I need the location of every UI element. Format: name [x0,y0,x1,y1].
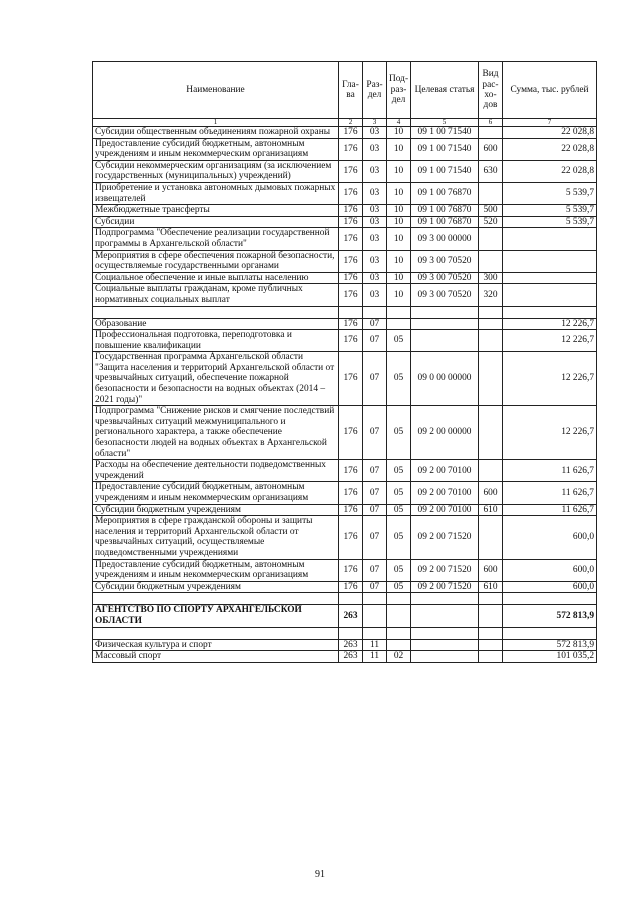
header-razdel: Раз- дел [363,62,387,119]
row-name: Предоставление субсидий бюджетным, автономным учреждениям и иным некоммерческим организациям [93,482,339,504]
row-glava: 176 [339,516,363,559]
row-amount [503,306,597,318]
row-glava: 263 [339,605,363,627]
row-target-article: 09 3 00 00000 [411,228,479,250]
row-name [93,627,339,639]
row-podrazdel: 10 [387,250,411,272]
table-row [93,482,597,504]
row-glava: 176 [339,482,363,504]
table-row [93,605,597,627]
row-name: Расходы на обеспечение деятельности подведомственных учреждений [93,460,339,482]
row-razdel: 11 [363,651,387,663]
row-glava [339,627,363,639]
row-glava: 176 [339,504,363,516]
table-row [93,272,597,284]
row-razdel: 03 [363,250,387,272]
row-expense-type [479,406,503,460]
row-razdel: 03 [363,160,387,182]
row-razdel: 07 [363,406,387,460]
row-expense-type [479,250,503,272]
row-glava: 176 [339,581,363,593]
row-razdel: 07 [363,504,387,516]
row-expense-type [479,460,503,482]
row-expense-type [479,182,503,204]
row-name: Профессиональная подготовка, переподготовка и повышение квалификации [93,330,339,352]
row-razdel: 07 [363,482,387,504]
row-name: Физическая культура и спорт [93,639,339,651]
row-razdel: 03 [363,205,387,217]
row-amount: 22 028,8 [503,160,597,182]
row-razdel [363,627,387,639]
row-podrazdel: 02 [387,651,411,663]
row-glava: 176 [339,160,363,182]
row-glava: 176 [339,228,363,250]
row-amount: 12 226,7 [503,330,597,352]
row-amount [503,593,597,605]
row-target-article [411,330,479,352]
row-glava: 176 [339,559,363,581]
row-name: Межбюджетные трансферты [93,205,339,217]
page-number: 91 [315,869,325,880]
row-name: Подпрограмма "Снижение рисков и смягчение последствий чрезвычайных ситуаций межмуниципального и регионального характера, а также обеспечение безопасности людей на водных объектах в Архангельской области" [93,406,339,460]
row-razdel: 03 [363,138,387,160]
column-number: 4 [387,119,411,127]
row-podrazdel [387,318,411,330]
row-razdel: 03 [363,228,387,250]
row-amount: 22 028,8 [503,138,597,160]
row-expense-type: 520 [479,216,503,228]
row-amount: 11 626,7 [503,460,597,482]
table-row [93,593,597,605]
row-podrazdel: 10 [387,138,411,160]
column-number: 5 [411,119,479,127]
table-row [93,627,597,639]
row-glava: 176 [339,205,363,217]
row-podrazdel: 10 [387,284,411,306]
row-expense-type [479,318,503,330]
row-glava: 176 [339,182,363,204]
row-podrazdel: 10 [387,205,411,217]
header-name: Наименование [93,62,339,119]
row-glava: 263 [339,651,363,663]
row-target-article: 09 1 00 76870 [411,182,479,204]
header-summa: Сумма, тыс. рублей [503,62,597,119]
table-row [93,406,597,460]
row-expense-type [479,127,503,139]
row-expense-type: 610 [479,581,503,593]
row-podrazdel: 10 [387,228,411,250]
row-podrazdel [387,593,411,605]
row-glava [339,306,363,318]
row-target-article: 09 2 00 00000 [411,406,479,460]
row-expense-type [479,651,503,663]
table-row [93,182,597,204]
row-name: Предоставление субсидий бюджетным, автономным учреждениям и иным некоммерческим организациям [93,559,339,581]
row-target-article [411,639,479,651]
row-amount: 12 226,7 [503,318,597,330]
row-name: Субсидии некоммерческим организациям (за исключением государственных (муниципальных) учреждений) [93,160,339,182]
row-target-article: 09 1 00 71540 [411,127,479,139]
row-target-article [411,306,479,318]
row-target-article: 09 2 00 70100 [411,482,479,504]
row-glava: 176 [339,138,363,160]
row-glava: 176 [339,460,363,482]
row-name: Предоставление субсидий бюджетным, автономным учреждениям и иным некоммерческим организациям [93,138,339,160]
row-razdel: 07 [363,516,387,559]
row-podrazdel [387,639,411,651]
row-glava: 176 [339,406,363,460]
row-amount: 572 813,9 [503,605,597,627]
row-target-article [411,651,479,663]
row-amount: 11 626,7 [503,482,597,504]
row-glava [339,593,363,605]
row-podrazdel: 05 [387,460,411,482]
row-amount [503,272,597,284]
row-name: Социальное обеспечение и иные выплаты населению [93,272,339,284]
row-amount: 5 539,7 [503,205,597,217]
row-glava: 176 [339,330,363,352]
table-row [93,516,597,559]
table-row [93,460,597,482]
row-expense-type: 600 [479,138,503,160]
row-podrazdel [387,605,411,627]
row-podrazdel [387,306,411,318]
row-target-article: 09 2 00 71520 [411,559,479,581]
table-row [93,651,597,663]
row-amount: 572 813,9 [503,639,597,651]
header-podrazdel: Под- раз- дел [387,62,411,119]
row-expense-type [479,593,503,605]
column-number: 3 [363,119,387,127]
row-target-article: 09 2 00 71520 [411,581,479,593]
row-amount: 101 035,2 [503,651,597,663]
row-name: Мероприятия в сфере гражданской обороны и защиты населения и территорий Архангельской области от чрезвычайных ситуаций, осуществляемые подведомственными учреждениями [93,516,339,559]
row-name: АГЕНТСТВО ПО СПОРТУ АРХАНГЕЛЬСКОЙ ОБЛАСТИ [93,605,339,627]
row-razdel: 03 [363,182,387,204]
row-target-article: 09 2 00 70100 [411,460,479,482]
row-target-article [411,627,479,639]
table-header-row [93,62,597,119]
row-amount: 12 226,7 [503,352,597,406]
row-razdel: 11 [363,639,387,651]
row-glava: 176 [339,250,363,272]
row-razdel: 07 [363,330,387,352]
row-target-article: 09 1 00 76870 [411,205,479,217]
row-podrazdel: 10 [387,272,411,284]
row-name: Массовый спорт [93,651,339,663]
row-expense-type [479,639,503,651]
row-podrazdel: 05 [387,559,411,581]
row-razdel [363,306,387,318]
row-razdel: 07 [363,352,387,406]
row-expense-type [479,516,503,559]
row-podrazdel: 05 [387,406,411,460]
row-podrazdel: 05 [387,516,411,559]
row-amount [503,627,597,639]
row-amount: 600,0 [503,581,597,593]
row-razdel: 03 [363,284,387,306]
row-razdel: 07 [363,460,387,482]
row-name: Социальные выплаты гражданам, кроме публичных нормативных социальных выплат [93,284,339,306]
row-podrazdel: 10 [387,160,411,182]
table-row [93,216,597,228]
row-amount [503,284,597,306]
row-target-article [411,593,479,605]
row-expense-type: 600 [479,482,503,504]
column-number: 1 [93,119,339,127]
row-podrazdel: 05 [387,581,411,593]
row-target-article: 09 3 00 70520 [411,284,479,306]
column-number: 6 [479,119,503,127]
row-razdel: 03 [363,272,387,284]
column-number-row [93,119,597,127]
row-expense-type: 610 [479,504,503,516]
table-body [93,127,597,663]
table-row [93,559,597,581]
row-podrazdel: 05 [387,482,411,504]
table-row [93,205,597,217]
row-target-article: 09 0 00 00000 [411,352,479,406]
row-expense-type: 300 [479,272,503,284]
row-podrazdel: 05 [387,330,411,352]
header-celevaya: Целевая статья [411,62,479,119]
row-podrazdel: 05 [387,504,411,516]
row-podrazdel: 10 [387,216,411,228]
row-name: Государственная программа Архангельской области "Защита населения и территорий Архангельской области от чрезвычайных ситуаций, обеспечение пожарной безопасности и безопасности на водных объектах (2014 – 2021 годы)" [93,352,339,406]
table-row [93,138,597,160]
row-name: Субсидии бюджетным учреждениям [93,581,339,593]
row-amount: 600,0 [503,516,597,559]
row-glava: 176 [339,216,363,228]
column-number: 7 [503,119,597,127]
row-name: Субсидии бюджетным учреждениям [93,504,339,516]
row-razdel: 07 [363,581,387,593]
row-glava: 176 [339,127,363,139]
row-razdel [363,593,387,605]
row-amount: 5 539,7 [503,216,597,228]
row-name: Подпрограмма "Обеспечение реализации государственной программы в Архангельской области" [93,228,339,250]
row-glava: 176 [339,318,363,330]
table-row [93,250,597,272]
row-amount: 12 226,7 [503,406,597,460]
row-razdel: 03 [363,127,387,139]
row-expense-type [479,627,503,639]
row-amount [503,250,597,272]
row-amount: 5 539,7 [503,182,597,204]
row-target-article [411,605,479,627]
table-row [93,352,597,406]
header-vid: Вид рас- хо- дов [479,62,503,119]
row-razdel: 07 [363,559,387,581]
row-expense-type [479,306,503,318]
row-razdel: 03 [363,216,387,228]
row-expense-type [479,228,503,250]
table-row [93,318,597,330]
row-expense-type: 630 [479,160,503,182]
row-expense-type [479,605,503,627]
row-name: Субсидии [93,216,339,228]
table-row [93,127,597,139]
row-glava: 263 [339,639,363,651]
row-target-article [411,318,479,330]
row-expense-type [479,330,503,352]
table-row [93,581,597,593]
header-glava: Гла- ва [339,62,363,119]
column-number: 2 [339,119,363,127]
row-name: Приобретение и установка автономных дымовых пожарных извещателей [93,182,339,204]
row-expense-type [479,352,503,406]
row-glava: 176 [339,352,363,406]
row-expense-type: 320 [479,284,503,306]
table-row [93,228,597,250]
table-row [93,160,597,182]
row-expense-type: 500 [479,205,503,217]
row-name: Субсидии общественным объединениям пожарной охраны [93,127,339,139]
row-target-article: 09 3 00 70520 [411,272,479,284]
row-razdel: 07 [363,318,387,330]
table-row [93,284,597,306]
row-amount: 22 028,8 [503,127,597,139]
row-podrazdel [387,627,411,639]
row-target-article: 09 1 00 76870 [411,216,479,228]
row-target-article: 09 3 00 70520 [411,250,479,272]
row-glava: 176 [339,272,363,284]
row-podrazdel: 10 [387,182,411,204]
row-name: Образование [93,318,339,330]
table-row [93,306,597,318]
row-target-article: 09 2 00 70100 [411,504,479,516]
row-name [93,593,339,605]
row-name: Мероприятия в сфере обеспечения пожарной безопасности, осуществляемые государственными органами [93,250,339,272]
table-row [93,639,597,651]
row-podrazdel: 10 [387,127,411,139]
row-target-article: 09 1 00 71540 [411,138,479,160]
row-name [93,306,339,318]
row-amount: 600,0 [503,559,597,581]
table-row [93,504,597,516]
row-amount: 11 626,7 [503,504,597,516]
row-amount [503,228,597,250]
row-expense-type: 600 [479,559,503,581]
table-row [93,330,597,352]
budget-table [92,61,597,663]
row-target-article: 09 1 00 71540 [411,160,479,182]
row-podrazdel: 05 [387,352,411,406]
row-razdel [363,605,387,627]
row-glava: 176 [339,284,363,306]
row-target-article: 09 2 00 71520 [411,516,479,559]
